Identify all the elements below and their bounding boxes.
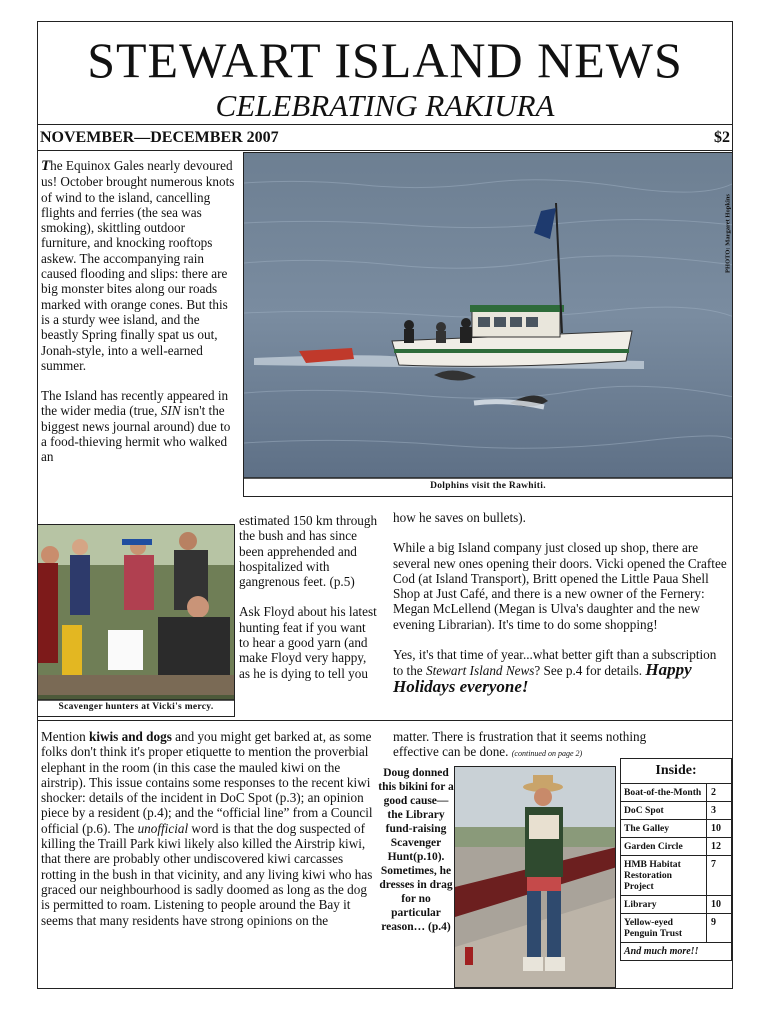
masthead <box>37 21 733 125</box>
section-divider <box>37 720 733 721</box>
contents-row[interactable] <box>621 784 731 802</box>
newspaper-title: STEWART ISLAND NEWS <box>87 32 683 88</box>
lead-story-right <box>393 510 727 695</box>
lead-para-5: how he saves on bullets). <box>393 510 526 525</box>
lead-para-3: estimated 150 km through the bush and has since been apprehended and hospitalized with gangrenous feet. (p.5) <box>239 513 378 590</box>
contents-label: HMB Habitat Restoration Project <box>621 856 707 895</box>
contents-page: 2 <box>711 787 716 798</box>
contents-label: Boat-of-the-Month <box>621 784 707 801</box>
dolphin-photo-caption: Dolphins visit the Rawhiti. <box>430 481 546 491</box>
contents-row[interactable] <box>621 802 731 820</box>
contents-page: 3 <box>711 805 716 816</box>
contents-page: 9 <box>711 917 716 928</box>
lead-para-7b: ? See p.4 for details. <box>534 663 643 679</box>
lead-para-2a: The Island has recently appeared in the wider media (true, <box>41 388 229 419</box>
contents-page: 10 <box>711 823 721 834</box>
lead-story-middle <box>239 513 379 681</box>
holiday-greeting: Happy Holidays everyone! <box>393 660 692 696</box>
kiwi-p2: matter. There is frustration that it seems nothing effective can be done. <box>393 729 647 760</box>
continued-note: (continued on page 2) <box>511 749 583 759</box>
drop-cap: T <box>41 158 51 174</box>
kiwi-p1-italic: unofficial <box>137 820 189 836</box>
dateline <box>40 129 730 147</box>
contents-row[interactable] <box>621 896 731 914</box>
issue-date: NOVEMBER—DECEMBER 2007 <box>40 129 279 146</box>
dolphin-photo-image <box>244 153 733 497</box>
scavenger-photo-caption: Scavenger hunters at Vicki's mercy. <box>58 702 214 712</box>
contents-row[interactable] <box>621 914 731 943</box>
contents-label: Library <box>621 896 707 913</box>
sin-title-italic: Stewart Island News <box>425 663 535 679</box>
contents-row[interactable] <box>621 856 731 896</box>
sin-italic: SIN <box>160 403 181 419</box>
contents-label: Garden Circle <box>621 838 707 855</box>
contents-row[interactable] <box>621 820 731 838</box>
kiwi-story <box>41 729 375 928</box>
lead-story-intro <box>41 158 237 465</box>
kiwi-p1-bold: kiwis and dogs <box>89 729 172 744</box>
inside-footer: And much more!! <box>624 946 699 957</box>
doug-photo-image <box>455 767 616 988</box>
lead-para-2b: isn't the biggest news journal around) due to a food-thieving hermit who walked an <box>41 403 231 465</box>
contents-label: The Galley <box>621 820 707 837</box>
kiwi-p1b: and you might get barked at, as some folks don't think it's proper etiquette to mention the proverbial elephant in the room (in this case the mauled kiwi on the airstrip). This issue contains some responses to the recent kiwi shocker: details of the incident in DoC Spot (p.3); an opinion piece by a resident (p.4); and the “official line” from a Council official (p.6). The <box>41 729 373 836</box>
contents-page: 12 <box>711 841 721 852</box>
newspaper-subtitle: CELEBRATING RAKIURA <box>215 88 555 123</box>
issue-price: $2 <box>714 129 730 146</box>
scavenger-photo-image <box>38 525 235 717</box>
lead-para-7a: Yes, it's that time of year...what better gift than a subscription to the <box>393 647 717 679</box>
doug-photo <box>454 766 616 988</box>
inside-heading: Inside: <box>621 759 731 784</box>
lead-para-4: Ask Floyd about his latest hunting feat if you want to hear a good yarn (and make Floyd very happy, as he is dying to tell you <box>239 604 377 681</box>
dolphin-photo <box>243 152 733 497</box>
inside-contents <box>620 758 732 961</box>
doug-caption: Doug donned this bikini for a good cause— the Library fund-raising Scavenger Hunt(p.10). Sometimes, he dresses in drag for no particular reason… (p.4) <box>378 767 454 933</box>
scavenger-photo <box>37 524 235 717</box>
lead-para-1: he Equinox Gales nearly devoured us! October brought numerous knots of wind to the island, cancelling flights and ferries (the sea was smoking), skittling outdoor furniture, and knocking rooftops askew. The accompanying rain caused flooding and slips: there are big monster bites along our roads marked with orange cones. But this is a sturdy wee island, and the beastly Spring finally spat us out, Jonah-style, into a well-earned summer. <box>41 158 235 373</box>
photo-credit: PHOTO: Margaret Hopkins <box>724 194 732 273</box>
dateline-divider <box>37 150 733 151</box>
kiwi-p1a: Mention <box>41 729 89 744</box>
kiwi-story-cont <box>393 729 693 762</box>
contents-page: 10 <box>711 899 721 910</box>
contents-page: 7 <box>711 859 716 870</box>
kiwi-p1c: word is that the dog suspected of killing the Traill Park kiwi likely also killed the Airstrip kiwi, that there are probably other undiscovered kiwi carcasses rotting in the bush in that vicinity, and any living kiwi who has graced our neighbourhood is sadly doomed as long as the dog is permitted to roam. Listening to people around the Bay it seems that many residents have strong opinions on the <box>41 820 373 928</box>
contents-label: Yellow-eyed Penguin Trust <box>621 914 707 942</box>
contents-label: DoC Spot <box>621 802 707 819</box>
contents-row[interactable] <box>621 838 731 856</box>
lead-para-6: While a big Island company just closed up shop, there are several new ones opening their doors. Vicki opened the Craftee Cod (at Island Transport), Britt opened the Little Paua Shell Shop at Just Café, and there is a new owner of the Fernery: Megan McLellend (Megan is Ulva's daughter and the new evening Librarian). It's time to do some shopping! <box>393 540 727 632</box>
